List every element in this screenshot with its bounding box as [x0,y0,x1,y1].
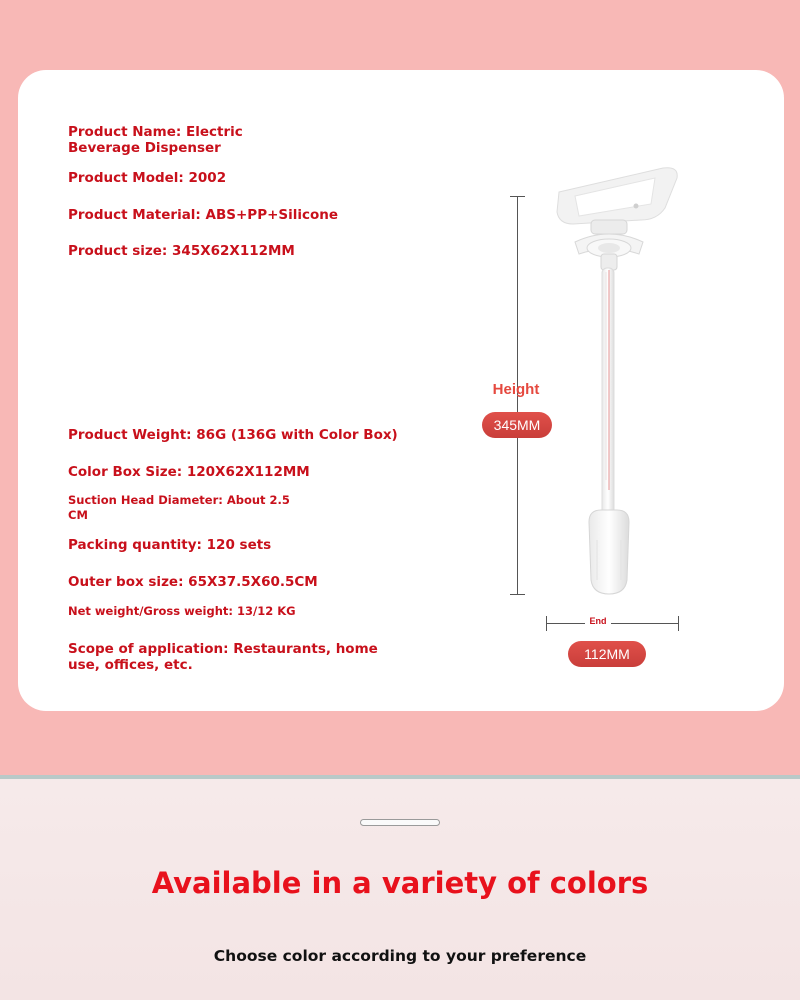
spec-net-gross-weight: Net weight/Gross weight: 13/12 KG [68,604,296,618]
height-tick-bottom [510,594,525,595]
spec-outer-box-size: Outer box size: 65X37.5X60.5CM [68,574,318,590]
beverage-dispenser-image [545,160,695,600]
spec-suction-head: Suction Head Diameter: About 2.5 CM [68,493,290,522]
spec-product-weight: Product Weight: 86G (136G with Color Box) [68,427,398,443]
end-label: End [585,616,611,626]
width-dimension-line [546,623,679,624]
width-value-badge: 112MM [568,641,646,667]
colors-subline: Choose color according to your preference [213,947,587,965]
handle-bar-icon [360,819,440,826]
height-value-badge: 345MM [482,412,552,438]
colors-headline: Available in a variety of colors [151,866,649,900]
spec-product-model: Product Model: 2002 [68,170,227,186]
spec-product-name: Product Name: Electric Beverage Dispenser [68,124,243,156]
height-label: Height [492,381,540,398]
spec-product-size: Product size: 345X62X112MM [68,243,295,259]
width-tick-right [678,616,679,631]
spec-scope: Scope of application: Restaurants, home use, offices, etc. [68,641,378,673]
height-tick-top [510,196,525,197]
spec-product-material: Product Material: ABS+PP+Silicone [68,207,339,223]
spec-packing-quantity: Packing quantity: 120 sets [68,537,272,553]
width-tick-left [546,616,547,631]
spec-color-box-size: Color Box Size: 120X62X112MM [68,464,310,480]
